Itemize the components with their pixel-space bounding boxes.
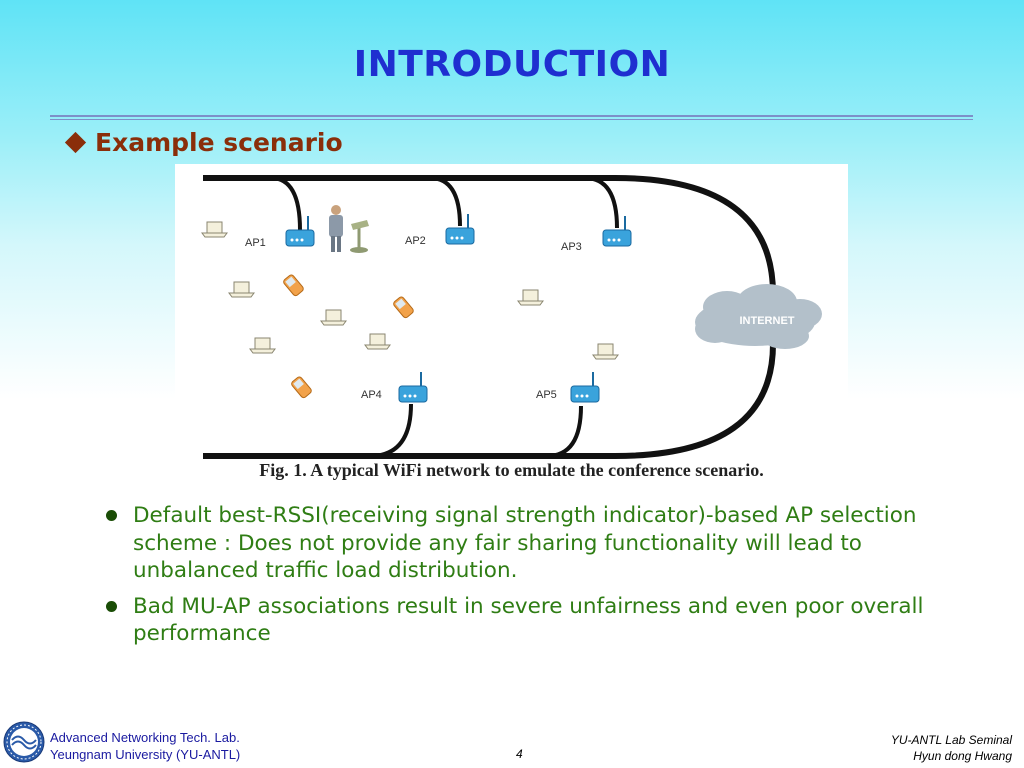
laptop-icon (593, 344, 618, 359)
pda-icon (290, 376, 312, 399)
bullet-list (104, 502, 974, 656)
ap2-label: AP2 (405, 235, 426, 247)
network-figure (175, 164, 848, 482)
ap5-cable (547, 406, 581, 456)
bullet-dot-icon (106, 510, 117, 521)
page-number: 4 (516, 747, 523, 761)
ap2-cable (430, 178, 460, 226)
figure-caption: Fig. 1. A typical WiFi network to emulate the conference scenario. (259, 460, 764, 480)
title-divider (50, 115, 973, 117)
access-point-ap5 (571, 372, 599, 402)
diamond-bullet-icon (65, 132, 86, 153)
access-point-ap4 (399, 372, 427, 402)
pda-icon (392, 296, 414, 319)
footer-presenter-info (891, 732, 1012, 764)
footer-lab-info (50, 729, 240, 763)
bullet-item (104, 593, 974, 648)
section-heading (66, 128, 343, 157)
pda-icon (282, 274, 304, 297)
ap1-label: AP1 (245, 237, 266, 249)
laptop-icon (250, 338, 275, 353)
title-divider-thin (50, 119, 973, 120)
section-heading-text: Example scenario (95, 128, 343, 157)
slide-title: INTRODUCTION (353, 44, 671, 85)
presenter-icon (329, 205, 343, 252)
internet-cloud-icon (695, 284, 822, 349)
ap1-cable (271, 178, 300, 230)
bullet-dot-icon (106, 601, 117, 612)
laptop-icon (202, 222, 227, 237)
laptop-icon (365, 334, 390, 349)
ap4-label: AP4 (361, 389, 382, 401)
ap5-label: AP5 (536, 389, 557, 401)
podium-icon (350, 220, 369, 253)
bullet-text: Bad MU-AP associations result in severe unfairness and even poor overall performance (133, 593, 924, 646)
ap3-label: AP3 (561, 241, 582, 253)
bullet-item (104, 502, 974, 585)
university-logo-icon (3, 721, 45, 763)
laptop-icon (518, 290, 543, 305)
footer-university: Yeungnam University (YU-ANTL) (50, 747, 241, 762)
backbone-cable (203, 178, 773, 456)
bullet-text: Default best-RSSI(receiving signal strength indicator)-based AP selection scheme : Does not provide any fair sharing functionality will lead to unbalanced traffic load distribution. (133, 503, 917, 583)
internet-label: INTERNET (739, 315, 795, 327)
ap4-cable (370, 404, 411, 456)
laptop-icon (321, 310, 346, 325)
footer-presenter: Hyun dong Hwang (913, 749, 1012, 763)
laptop-icon (229, 282, 254, 297)
ap3-cable (585, 178, 617, 228)
footer-lab-name: Advanced Networking Tech. Lab. (50, 730, 240, 745)
footer-seminar: YU-ANTL Lab Seminal (890, 733, 1012, 747)
wifi-network-diagram (175, 164, 848, 464)
